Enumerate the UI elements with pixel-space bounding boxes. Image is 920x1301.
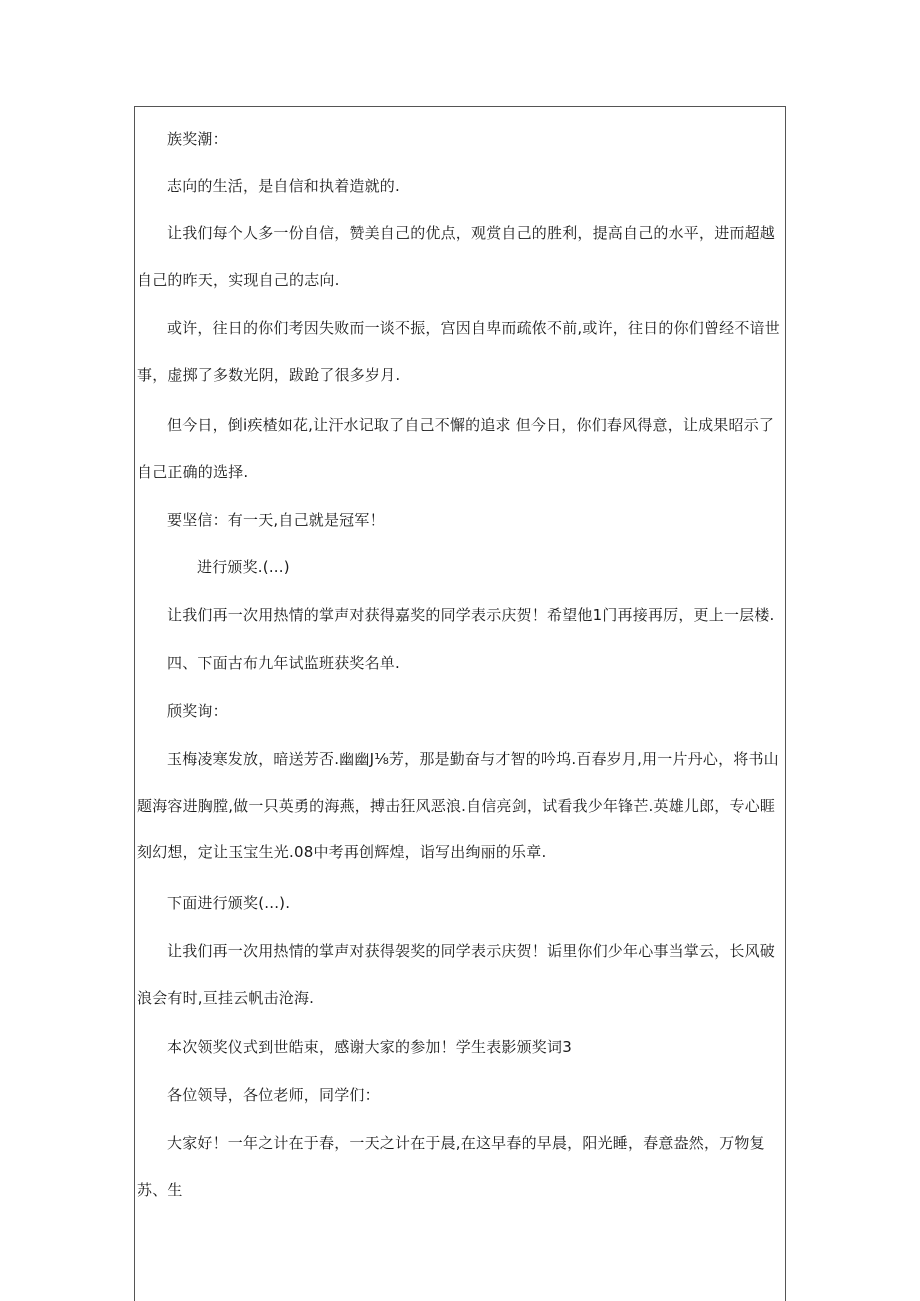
- paragraph-12: 下面进行颁奖(...).: [167, 894, 291, 912]
- paragraph-11: 玉梅凌寒发放，暗送芳否.幽幽J⅛芳，那是勤奋与才智的吟坞.百春岁月,用一片丹心，将书山题海容进胸膛,做一只英勇的海燕，搏击狂风恶浪.自信亮剑，试看我少年锋芒.英雄儿郎，专心睚刻幻想，定让玉宝生光.08中考再创辉煌，诣写出绚丽的乐章.: [137, 750, 779, 861]
- paragraph-4: 或许，往日的你们考因失败而一谈不振，宫因自卑而疏侬不前,或许，往日的你们曾经不谙世事，虚掷了多数光阴，跋跄了很多岁月.: [137, 319, 780, 384]
- paragraph-6: 要坚信：有一天,自己就是冠军！: [167, 511, 385, 529]
- paragraph-5: 但今日，倒i疾楂如花,让汗水记取了自己不懈的追求 但今日，你们春风得意，让成果昭示了自己正确的选择.: [137, 416, 775, 481]
- paragraph-1: 族奖潮：: [167, 130, 228, 148]
- paragraph-9: 四、下面古布九年试监班获奖名单.: [167, 654, 400, 672]
- paragraph-10: 颀奖询：: [167, 702, 228, 720]
- paragraph-8: 让我们再一次用热情的掌声对获得嘉奖的同学表示庆贺！希望他1门再接再厉，更上一层楼.: [167, 606, 775, 624]
- paragraph-7: 进行颁奖.(...): [197, 558, 290, 576]
- paragraph-16: 大家好！一年之计在于春，一天之计在于晨,在这早春的早晨，阳光睡，春意盎然，万物复苏、生: [137, 1134, 765, 1199]
- paragraph-2: 志向的生活，是自信和执着造就的.: [167, 177, 400, 195]
- paragraph-15: 各位领导，各位老师，同学们：: [167, 1086, 380, 1104]
- paragraph-3: 让我们每个人多一份自信，赞美自己的优点，观赏自己的胜利，提高自己的水平，进而超越自己的昨天，实现自己的志向.: [137, 224, 776, 289]
- paragraph-13: 让我们再一次用热情的掌声对获得袈奖的同学表示庆贺！诟里你们少年心事当掌云，长风破浪会有时,亘挂云帆击沧海.: [137, 942, 776, 1007]
- paragraph-14: 本次领奖仪式到世皓束，感谢大家的参加！学生表影颁奖词3: [167, 1038, 572, 1056]
